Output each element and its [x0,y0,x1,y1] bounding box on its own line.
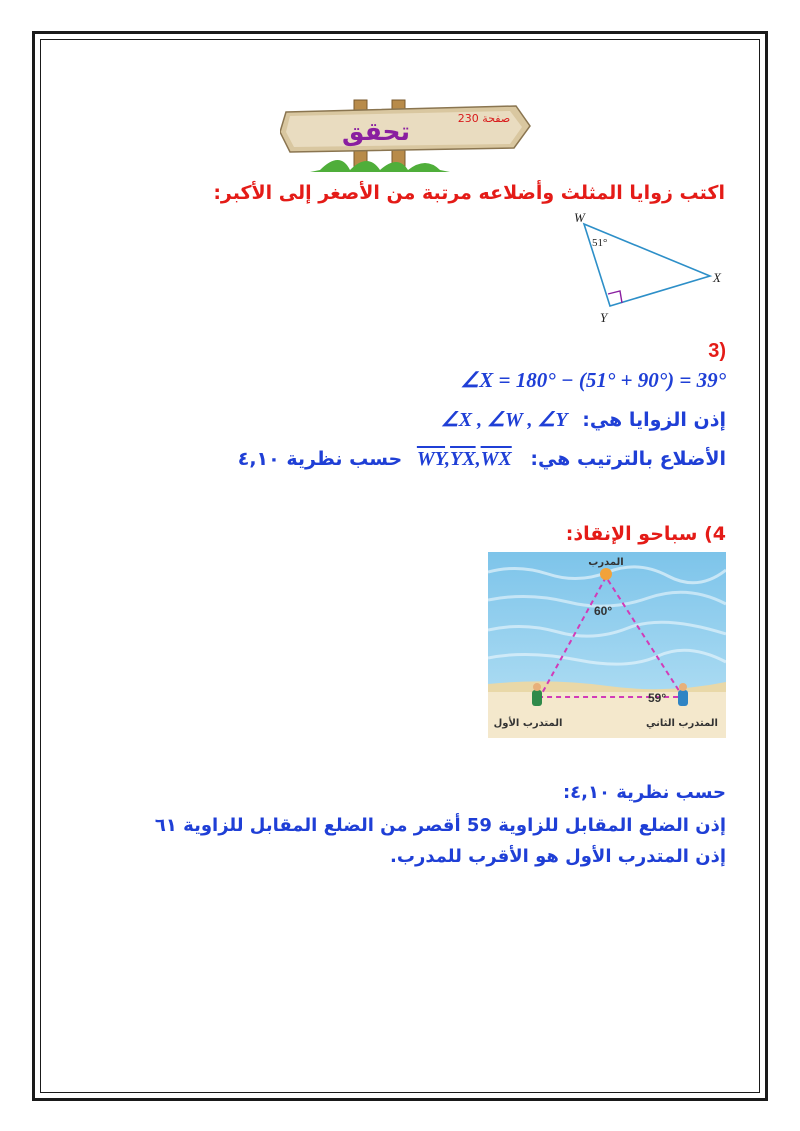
triangle-wxy-figure [570,208,730,330]
vertex-w-label: W [574,210,585,225]
sides-theorem-note: حسب نظرية ٤,١٠ [237,448,403,470]
question-title: اكتب زوايا المثلث وأضلاعه مرتبة من الأصغر إلى الأكبر: [213,182,725,204]
coach-label: المدرب [588,557,624,568]
angles-label: إذن الزوايا هي: [582,409,726,431]
section-3-number: (3 [708,340,726,362]
badge-title: تحقق [342,117,410,146]
section-4-title: 4) سباحو الإنقاذ: [565,523,726,545]
first-trainee-icon [532,690,542,706]
angle-w-label: 51° [592,237,608,249]
side-wx: $\overline{WX}$ [480,448,512,470]
vertex-x-label: X [713,270,721,285]
second-trainee-label: المتدرب الثاني [646,718,718,729]
right-angle-label: 59° [648,691,667,705]
angles-value: ∠X , ∠W , ∠Y [440,409,568,431]
coach-icon [600,568,612,580]
angles-order-line [441,407,726,432]
sides-order-line [238,448,726,471]
vertex-y-label: Y [600,310,608,325]
sides-label: الأضلاع بالترتيب هي: [530,448,726,470]
angle-x-equation: ∠X = 180° − (51° + 90°) = 39° [460,368,726,392]
check-sign-badge [280,98,540,174]
sides-value: $\overline{WY},\overline{YX},\overline{WX}$ [416,448,512,470]
conclusion-closest-trainee: إذن المتدرب الأول هو الأقرب للمدرب. [390,846,726,867]
first-trainee-label: المتدرب الأول [493,718,563,729]
top-angle-label: 60° [594,604,613,618]
lifeguard-figure [488,552,726,738]
side-yx: $\overline{YX}$ [450,448,476,470]
conclusion-side-comparison: إذن الضلع المقابل للزاوية 59 أقصر من الضلع المقابل للزاوية ٦١ [154,815,726,836]
badge-page-ref: صفحة 230 [457,112,511,125]
side-wy: $\overline{WY}$ [416,448,446,470]
conclusion-theorem: حسب نظرية ٤,١٠: [562,782,726,803]
second-trainee-icon [678,690,688,706]
